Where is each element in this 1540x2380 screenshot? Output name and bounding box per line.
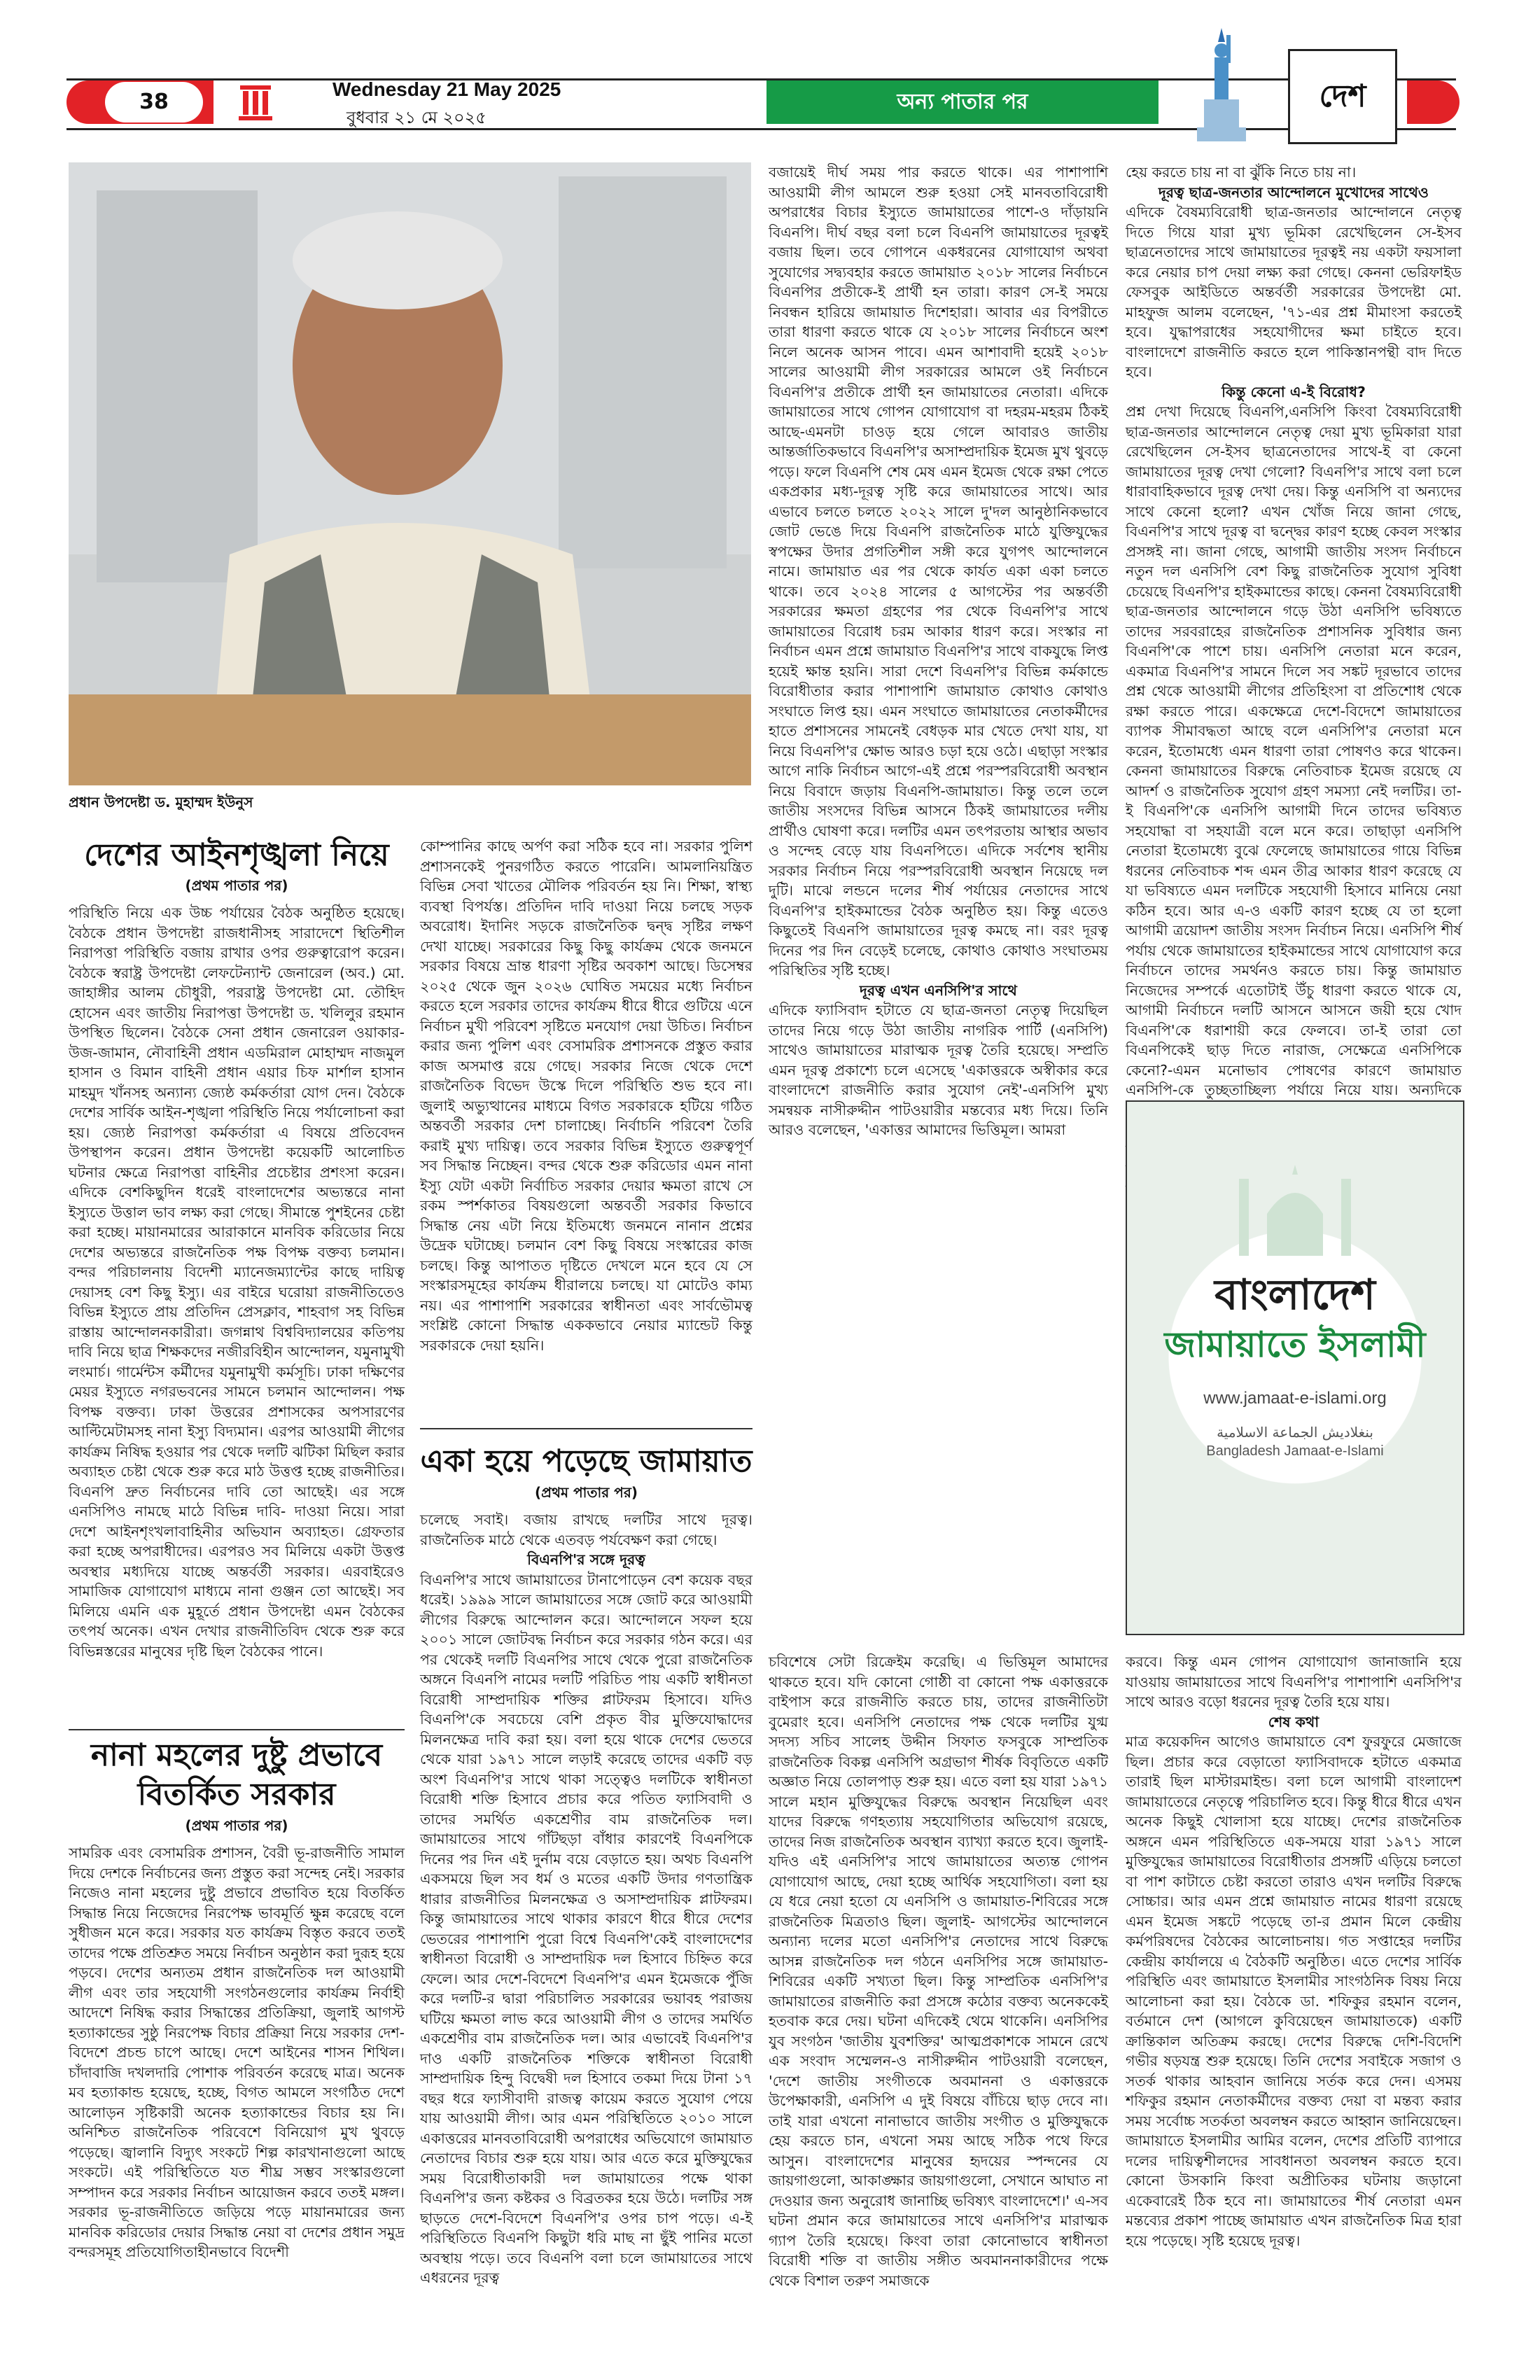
article-jamaat-bottom-col3 [769, 1652, 1108, 2290]
article-law-order-col2 [420, 836, 752, 1355]
article-jamaat-col3-bottom: এদিকে ফ্যাসিবাদ হটাতে যে ছাত্র-জনতা নেতৃত্ব দিয়েছিল তাদের নিয়ে গড়ে উঠা জাতীয় নাগরিক পার্টি (এনসিপি) সাথেও জামায়াতের মারাত্মক দূরত্ব তৈরি হয়েছে। সম্প্রতি এমন দূরত্ব প্রকাশ্যে চলে এসেছে 'একাত্তরকে অস্বীকার করে বাংলাদেশে রাজনীতি করার সুযোগ নেই'-এনসিপি মুখ্য সমন্বয়ক নাসীরুদ্দীন পাটওয়ারীর মন্তব্যের মধ্য দিয়ে। তিনি আরও বলেছেন, 'একাত্তর আমাদের ভিত্তিমূল। আমরা [769, 1002, 1108, 1138]
statue-of-liberty-icon [1183, 21, 1260, 147]
subhead-student-distance: দূরত্ব ছাত্র-জনতার আন্দোলনে মুখোদের সাথেও [1158, 183, 1429, 201]
headline-controversial-govt-2: বিতর্কিত সরকার [137, 1777, 336, 1812]
lead-photo [69, 162, 751, 785]
article-controversial-govt [69, 1736, 405, 2262]
ad-website: www.jamaat-e-islami.org [1203, 1389, 1387, 1408]
article-jamaat-intro: চলেছে সবাই। বজায় রাখছে দলটির সাথে দূরত্ব। রাজনৈতিক মাঠে থেকে এতবড় পর্যবেক্ষণ করা গেছে। [420, 1511, 752, 1548]
date-english: Wednesday 21 May 2025 [332, 78, 561, 100]
article-controversial-govt-text: সামরিক এবং বেসামরিক প্রশাসন, বৈরী ভূ-রাজনীতি সামাল দিয়ে দেশকে নির্বাচনের জন্য প্রস্তুত করা সন্দেহ নেই। সরকার নিজেও নানা মহলের দুষ্টু প্রভাবে প্রভাবিত হয়ে বিতর্কিত সিদ্ধান্ত নিয়ে নিজেদের নিরপেক্ষ ভাবমূর্তি ক্ষুন্ন করেছে বলে সুধীজন মনে করে। সরকার যত কার্যক্রম বিস্তৃত করবে ততই তাদের পক্ষে প্রতিশ্রুত সময়ে নির্বাচন অনুষ্ঠান করা দুরূহ হয়ে পড়বে। দেশের অন্যতম প্রধান রাজনৈতিক দল আওয়ামী লীগ এবং তার সহযোগী সংগঠনগুলোর কার্যক্রম নির্বাহী আদেশে নিষিদ্ধ করার সিদ্ধান্তের প্রতিক্রিয়া, জুলাই আগস্ট হত্যাকান্ডের সুষ্ঠু নিরপেক্ষ বিচার প্রক্রিয়া নিয়ে সরকার দেশ- বিদেশে প্রচন্ড চাপে আছে। দেশে আইনের শাসন শিথিল। চাঁদাবাজি দখলদারি পোশাক পরিবর্তন করেছে মাত্র। অনেক মব হত্যাকান্ড হয়েছে, হচ্ছে, বিগত আমলে সংগঠিত দেশে আলোড়ন সৃষ্টিকারী অনেক হত্যাকান্ডের বিচার হয় নি। অনিশ্চিত রাজনৈতিক পরিবেশে বিনিয়োগ মুখ থুবড়ে পড়েছে। জ্বালানি বিদ্যুৎ সংকটে শিল্প কারখানাগুলো আছে সংকটে। এই পরিস্থিতিতে যত শীঘ্র সম্ভব সংস্কারগুলো সম্পাদন করে সরকার নির্বাচন আয়োজন করবে ততই মঙ্গল। সরকার ভূ-রাজনীতিতে জড়িয়ে পড়ে মায়ানমারের জন্য মানবিক করিডোর দেয়ার সিদ্ধান্ত নেয়া বা দেশের প্রধান সমুদ্র বন্দরসমূহ প্রতিযোগিতাহীনভাবে বিদেশী [69, 1844, 405, 2260]
article-law-order [69, 836, 405, 1661]
pillar-icon [234, 83, 276, 122]
photo-caption: প্রধান উপদেষ্টা ড. মুহাম্মদ ইউনুস [69, 794, 253, 811]
article-jamaat-col2: বিএনপি'র সাথে জামায়াতের টানাপোড়েন বেশ কয়েক বছর ধরেই। ১৯৯৯ সালে জামায়াতের সঙ্গে জোট করে আওয়ামী লীগের বিরুদ্ধে আন্দোলন করে। আন্দোলনে সফল হয়ে ২০০১ সালে জোটবদ্ধ নির্বাচন করে সরকার গঠন করে। এর পর থেকেই দলটি বিএনপির সাথে থেকে পুরো রাজনৈতিক অঙ্গনে বিএনপি নামের দলটি পরিচিত পায় একটি স্বাধীনতা বিরোধী সাম্প্রদায়িক শক্তির প্লাটফরম হিসাবে। যদিও বিএনপি'কে সবচেয়ে বেশি প্রকৃত বীর মুক্তিযোদ্ধাদের মিলনক্ষেত্র দাবি করা হয়। বলা হয়ে থাকে দেশের ভেতরে থেকে যারা ১৯৭১ সালে লড়াই করেছে তাদের একটি বড় অংশ বিএনপি'র সাথে থাকা সত্ত্বেও দলটিকে স্বাধীনতা বিরোধী শক্তি হিসাবে প্রচার করে পতিত ফ্যাসিবাদী ও তাদের সমর্থিত একশ্রেণীর বাম রাজনৈতিক দল। জামায়াতের সাথে গাঁটছড়া বাঁধার কারণেই বিএনপিকে দিনের পর দিন এই দুর্নাম বয়ে বেড়াতে হয়। অথচ বিএনপি একসময়ে ছিল সব ধর্ম ও মতের একটি উদার গণতান্ত্রিক ধারার রাজনীতির মিলনক্ষেত্র ও অসাম্প্রদায়িক প্লাটফরম। কিন্তু জামায়াতের সাথে থাকার কারণে ধীরে ধীরে দেশের ভেতরের পাশাপাশি পুরো বিশ্বে বিএনপি'কেই বাংলাদেশের স্বাধীনতা বিরোধী ও সাম্প্রদায়িক দল হিসাবে চিহ্নিত করে ফেলে। আর দেশে-বিদেশে বিএনপি'র এমন ইমেজকে পুঁজি করে দলটি-র দ্বারা পরিচালিত সরকারের ভয়াবহ পরাজয় ঘটিয়ে ক্ষমতা লাভ করে আওয়ামী লীগ ও তাদের সমর্থিত একশ্রেণীর বাম রাজনৈতিক দল। আর এভাবেই বিএনপি'র দাও একটি রাজনৈতিক শক্তিকে স্বাধীনতা বিরোধী সাম্প্রদায়িক হিন্দু বিদ্বেষী দল হিসাবে তকমা দিয়ে টানা ১৭ বছর ধরে ফ্যাসীবাদী রাজত্ব কায়েম করতে সুযোগ পেয়ে যায় আওয়ামী লীগ। আর এমন পরিস্থিতিতে ২০১০ সালে একাত্তরের মানবতাবিরোধী অপরাধের অভিযোগে জামায়াত নেতাদের বিচার শুরু হয়ে যায়। আর এতে করে মুক্তিযুদ্ধের সময় বিরোধীতাকারী দল জামায়াতের পক্ষে থাকা বিএনপি'র জন্য কষ্টকর ও বিব্রতকর হয়ে উঠে। দলটির সঙ্গ ছাড়তে দেশে-বিদেশে বিএনপি'র ওপর চাপ পড়ে। এ-ই পরিস্থিতিতে বিএনপি কিছুটা ধরি মাছ না ছুঁই পানির মতো অবস্থায় পড়ে। তবে বিএনপি বলা চলে জামায়াতের সাথে এধরনের দূরত্ব [420, 1571, 752, 2286]
continued-label: (প্রথম পাতার পর) [185, 877, 288, 894]
divider [420, 1428, 752, 1429]
divider [69, 1729, 405, 1730]
subhead-why-conflict: কিন্তু কেনো এ-ই বিরোধ? [1222, 383, 1366, 400]
article-jamaat-col4-text: প্রশ্ন দেখা দিয়েছে বিএনপি,এনসিপি কিংবা বৈষম্যবিরোধী ছাত্র-জনতার আন্দোলনে নেতৃত্ব দেয়া মুখ্য ভূমিকারা যারা রেখেছিলেন সে-ইসব ছাত্রনেতাদের সাথে-ই বা কেনো জামায়াতের দূরত্ব দেখা গেলো? বিএনপি'র সাথে বলা চলে ধারাবাহিকভাবে দূরত্ব দেখা দেয়। কিন্তু এনসিপি বা অন্যদের সাথে কেনো হলো? এখন খোঁজ নিয়ে জানা গেছে, বিএনপি'র সাথে দূরত্ব বা দ্বন্দ্বের কারণ হচ্ছে কেবল সংস্কার প্রসঙ্গই না। জানা গেছে, আগামী জাতীয় সংসদ নির্বাচনে নতুন দল এনসিপি বেশ কিছু রাজনৈতিক সুযোগ সুবিধা চেয়েছে বিএনপি'র হাইকমান্ডের কাছে। কেননা বৈষম্যবিরোধী ছাত্র-জনতার আন্দোলনে গড়ে উঠা এনসিপি ভবিষ্যতে তাদের সরবরাহের রাজনৈতিক প্রশাসনিক সুবিধার জন্য বিএনপি'কে পাশে চায়। এনসিপি নেতারা মনে করেন, একমাত্র বিএনপি'র সামনে দিলে সব সঙ্কট দূরভাবে তাদের প্রশ্ন থেকে আওয়ামী লীগের প্রতিহিংসা বা প্রতিশোধ থেকে রক্ষা করতে পারে। একক্ষেত্রে দেশে-বিদেশে জামায়াতের ব্যাপক সীমাবদ্ধতা আছে বলে এনসিপি'র নেতারা মনে করেন, ইতোমধ্যে এমন ধারণা তারা পোষণও করে থাকেন। কেননা জামায়াতের বিরুদ্ধে নেতিবাচক ইমেজ রয়েছে যে আদর্শ ও রাজনৈতিক সুযোগ গ্রহণ সমস্যা নেই দলটির। তা-ই বিএনপি'কে এনসিপি আগামী দিনে তাদের ভবিষ্যত সহযোদ্ধা বা সহযাত্রী বলে মনে করে। তাছাড়া এনসিপি নেতারা ইতোমধ্যে বুঝে ফেলেছে জামায়াতের গায়ে বিভিন্ন ধরনের নেতিবাচক শব্দ এমন তীব্র আকার ধারণ করেছে যে যা ভবিষ্যতে এমন দলটিকে সহযোগী হিসাবে মানিয়ে নেয়া কঠিন হবে। আর এ-ও একটি কারণ হচ্ছে যে তা হলো আগামী ত্রয়োদশ জাতীয় সংসদ নির্বাচন নিয়ে। এনসিপি শীর্ষ পর্যায় থেকে জামায়াতের হাইকমান্ডের সাথে যোগাযোগ করে নির্বাচনে তাদের সমর্থনও করতে চায়। কিন্তু জামায়াত নিজেদের সম্পর্কে এতোটাই উঁচু ধারণা করতে থাকে যে, আগামী নির্বাচনে দলটি আসনে আসনে জয়ী হয়ে খোদ বিএনপি'কে ধরাশায়ী করে ফেলবে। তা-ই তারা তো বিএনপিকেই ছাড় দিতে নারাজ, সেক্ষেত্রে এনসিপিকে কেনো?-এমন মনোভাব পোষণের কারণে জামায়াত এনসিপি-কে তুচ্ছতাচ্ছিল্য পর্যায়ে নিয়ে যায়। অন্যদিকে [1126, 403, 1462, 1098]
date-bengali: বুধবার ২১ মে ২০২৫ [346, 108, 486, 127]
headline-jamaat: একা হয়ে পড়েছে জামায়াত [420, 1443, 752, 1479]
article-jamaat [420, 1442, 752, 2288]
article-jamaat-bottom-col4-a: করবে। কিন্তু এমন গোপন যোগাযোগ জানাজানি হয়ে যাওয়ায় জামায়াতের সাথে বিএনপি'র পাশাপাশি এনসিপি'র সাথে আরও বড়ো ধরনের দূরত্ব তৈরি হয়ে যায়। [1126, 1653, 1462, 1710]
article-jamaat-col3 [769, 162, 1108, 1140]
article-jamaat-bottom-col4 [1126, 1652, 1462, 2250]
article-jamaat-col4 [1126, 162, 1462, 1200]
continued-label: (প্রথম পাতার পর) [535, 1484, 638, 1501]
article-law-order-text-col1: পরিস্থিতি নিয়ে এক উচ্চ পর্যায়ের বৈঠক অনুষ্ঠিত হয়েছে। বৈঠকে প্রধান উপদেষ্টা রাজধানীসহ সারাদেশে স্থিতিশীল নিরাপত্তা পরিস্থিতি বজায় রাখার ওপর গুরুত্বারোপ করেন। বৈঠকে স্বরাষ্ট্র উপদেষ্টা লেফটেন্যান্ট জেনারেল (অব.) মো. জাহাঙ্গীর আলম চৌধুরী, পররাষ্ট্র উপদেষ্টা মো. তৌহিদ হোসেন এবং জাতীয় নিরাপত্তা উপদেষ্টা ড. খলিলুর রহমান উপস্থিত ছিলেন। বৈঠকে সেনা প্রধান জেনারেল ওয়াকার-উজ-জামান, নৌবাহিনী প্রধান এডমিরাল মোহাম্মদ নাজমুল হাসান ও বিমান বাহিনী প্রধান এয়ার চিফ মার্শাল হাসান মাহমুদ খাঁনসহ অন্যান্য জ্যেষ্ঠ কর্মকর্তারা যোগ দেন। বৈঠকে দেশের সার্বিক আইন-শৃঙ্খলা পরিস্থিতি নিয়ে পর্যালোচনা করা হয়। জ্যেষ্ঠ নিরাপত্তা কর্মকর্তারা এ বিষয়ে প্রতিবেদন উপস্থাপন করেন। প্রধান উপদেষ্টা কয়েকটি আলোচিত ঘটনার ক্ষেত্রে নিরাপত্তা বাহিনীর প্রচেষ্টার প্রশংসা করেন। এদিকে বেশকিছুদিন ধরেই বাংলাদেশের অভ্যন্তরে নানা ইস্যুতে উত্তাল ভাব লক্ষ্য করা গেছে। সীমান্তে পুশইনের চেষ্টা করা হচ্ছে। মায়ানমারের আরাকানে মানবিক করিডোর নিয়ে দেশের অভ্যন্তরে রাজনৈতিক পক্ষ বিপক্ষ বক্তব্য চলমান। বন্দর পরিচালনায় বিদেশী ম্যানেজম্যান্টের কাছে দায়িত্ব দেয়াসহ বেশ কিছু ইস্যু। এর বাইরে ঘরোয়া রাজনীতিতেও বিভিন্ন ইস্যুতে প্রায় প্রতিদিন প্রেসক্লাব, শাহবাগ সহ বিভিন্ন রাস্তায় আন্দোলনকারীরা। জগন্নাথ বিশ্ববিদ্যালয়ের কতিপয় দাবি নিয়ে ছাত্র শিক্ষকদের নজীরবিহীন আন্দোলন, যমুনামুখী লংমার্চ। গার্মেন্টস কর্মীদের যমুনামুখী কর্মসূচি। ঢাকা দক্ষিণের মেয়র ইস্যুতে নগরভবনের সামনে চলমান আন্দোলন। পক্ষ বিপক্ষ বক্তব্য। ঢাকা উত্তরের প্রশাসকের অপসারণের আল্টিমেটামসহ নানা ইস্যু বিদ্যমান। এরপর আওয়ামী লীগের কার্যক্রম নিষিদ্ধ হওয়ার পর থেকে দলটি ঝটিকা মিছিল করার অব্যাহত চেষ্টা থেকে শুরু করে মাঠ উত্তপ্ত হচ্ছে রাজনীতির। বিএনপি দ্রুত নির্বাচনের দাবি তো আছেই। এর সঙ্গে এনসিপিও নামছে মাঠে বিভিন্ন দাবি- দাওয়া নিয়ে। সারা দেশে আইনশৃংখলাবাহিনীর অভিযান অব্যাহত। গ্রেফতার করা হচ্ছে অপরাধীদের। এরপরও সব মিলিয়ে একটা উত্তপ্ত অবস্থার মধ্যদিয়ে যাচ্ছে অন্তর্বর্তী সরকার। এরবাইরেও সামাজিক যোগাযোগ মাধ্যমে নানা গুঞ্জন তো আছেই। সব মিলিয়ে এমনি এক মুহূর্তে প্রধান উপদেষ্টা এমন বৈঠকের তৎপর্য অনেক। এখন দেখার রাজনীতিবিদ থেকে শুরু করে বিভিন্নস্তরের মানুষের দৃষ্টি ছিল বৈঠকের পানে। [69, 904, 405, 1660]
subhead-ncp-distance: দূরত্ব এখন এনসিপি'র সাথে [860, 981, 1017, 999]
headline-controversial-govt-1: নানা মহলের দুষ্টু প্রভাবে [90, 1737, 383, 1773]
page-header [0, 0, 1540, 161]
ad-title-jamaat: জামায়াতে ইসলামী [1164, 1324, 1426, 1365]
article-jamaat-bottom-col4-b: মাত্র কয়েকদিন আগেও জামায়াতে বেশ ফুরফুরে মেজাজে ছিল। প্রচার করে বেড়াতো ফ্যাসিবাদকে হটাতে একমাত্র তারাই ছিল মাস্টারমাইন্ড। বলা চলে আগামী বাংলাদেশ জামায়াতেরে নেতৃত্বে পরিচালিত হবে। কিন্তু ধীরে ধীরে এখন অনেক কিছুই খোলাসা হয়ে যাচ্ছে। দেশের রাজনৈতিক অঙ্গনে এমন পরিস্থিতিতে এক-সময়ে যারা ১৯৭১ সালে মুক্তিযুদ্ধের জামায়াতের বিরোধীতার প্রসঙ্গটি এড়িয়ে চলতো বা পাশ কাটাতে চেষ্টা করতো তারাও এখন দলটির বিরুদ্ধে সোচ্চার। আর এমন প্রশ্নে জামায়াত নামের ধারণা রয়েছে এমন ইমেজ সঙ্কটে পড়েছে তা-র প্রমান মিলে কেন্দ্রীয় কর্মপরিষদের বৈঠকের আলোচনায়। গত সপ্তাহের দলটির কেন্দ্রীয় কার্যালয়ে এ বৈঠকটি অনুষ্ঠিত। এতে দেশের সার্বিক পরিস্থিতি এবং জামায়াতে ইসলামীর সাংগঠনিক বিষয় নিয়ে আলোচনা করা হয়। বৈঠকে ডা. শফিকুর রহমান বলেন, বর্তমানে দেশ (আগলে কুবিয়েছেন জামায়াতকে) একটি ক্রান্তিকাল অতিক্রম করছে। দেশের বিরুদ্ধে দেশি-বিদেশি গভীর ষড়যন্ত্র শুরু হয়েছে। তিনি দেশের সবাইকে সজাগ ও সতর্ক থাকার আহবান জানিয়ে সর্তক করে দেন। এসময় শফিকুর রহমান নেতাকর্মীদের বক্তব্য দেয়া বা মন্তব্য করার সময় সর্বোচ্চ সতর্কতা অবলম্বন করতে আহ্বান জানিয়েছেন। জামায়াতে ইসলামীর আমির বলেন, দেশের প্রতিটি ব্যাপারে দলের দায়িত্বশীলদের সাবধানতা অবলম্বন করতে হবে। কোনো উসকানি কিংবা অপ্রীতিকর ঘটনায় জড়ানো একেবারেই ঠিক হবে না। জামায়াতের শীর্ষ নেতারা এমন মন্তব্যের প্রকাশ পাচ্ছে জামায়াত এখন রাজনৈতিক মিত্র হারা হয়ে পড়েছে। সৃষ্টি হয়েছে দূরত্ব। [1126, 1733, 1462, 2249]
ad-arabic-name: بنغلاديش الجماعة الاسلامية [1217, 1424, 1373, 1441]
continued-label: (প্রথম পাতার পর) [185, 1817, 288, 1834]
article-jamaat-col3-top: বজায়েই দীর্ঘ সময় পার করতে থাকে। এর পাশাপাশি আওয়ামী লীগ আমলে শুরু হওয়া সেই মানবতাবিরোধী অপরাধের বিচার ইস্যুতে জামায়াতের পাশে-ও দাঁড়ায়নি বিএনপি। দীর্ঘ বছর বলা চলে বিএনপি জামায়াতের দূরত্বই বজায় ছিল। তবে গোপনে একধরনের যোগাযোগ অথবা সুযোগের সদ্ব্যবহার করতে জামায়াত ২০১৮ সালের নির্বাচনে বিএনপির প্রতীকে-ই প্রার্থী হন তারা। কারণ সে-ই সময়ে নিবন্ধন হারিয়ে জামায়াত দিশেহারা। আবার এর বিপরীতে তারা ধারণা করতে থাকে যে ২০১৮ সালের নির্বাচনে অংশ নিলে অনেক আসন পাবে। এমন আশাবাদী হয়েই ২০১৮ সালের আওয়ামী লীগ সরকারের আমলে ওই নির্বাচনে বিএনপি'র প্রতীকে প্রার্থী হন জামায়াতের নেতারা। এদিকে জামায়াতের সাথে গোপন যোগাযোগ বা দহরম-মহরম ঠিকই আছে-এমনটা চাওড় হয়ে গেলে আবারও জাতীয় আন্তর্জাতিকভাবে বিএনপি'র অসাম্প্রদায়িক ইমেজ মুখ থুবড়ে পড়ে। ফলে বিএনপি শেষ মেষ এমন ইমেজ থেকে রক্ষা পেতে একপ্রকার মধ্য-দূরত্ব সৃষ্টি করে জামায়াতের সাথে। আর এভাবে চলতে চলতে ২০২২ সালে দু'দল আনুষ্ঠানিকভাবে জোট ভেঙে দিয়ে বিএনপি রাজনৈতিক মাঠে যুক্তিযুদ্ধের স্বপক্ষের উদার প্রগতিশীল সঙ্গী করে যুগপৎ আন্দোলনে নামে। জামায়াত এর পর থেকে কার্যত একা একা চলতে থাকে। তবে ২০২৪ সালের ৫ আগস্টের পর অন্তর্বর্তী সরকারের ক্ষমতা গ্রহণের পর থেকে বিএনপি'র সাথে জামায়াতের বিরোধ চরম আকার ধারণ করে। সংস্কার না নির্বাচন এমন প্রশ্নে জামায়াত বিএনপি'র সাথে বাকযুদ্ধে লিপ্ত হয়েই ক্ষান্ত হয়নি। সারা দেশে বিএনপি'র বিভিন্ন কর্মকান্ডে বিরোধীতার করার পাশাপাশি জামায়াত কোথাও কোথাও সংঘাতে লিপ্ত হয়। এমন সংঘাতে জামায়াতের নেতাকর্মীদের হাতে প্রশাসনের সামনেই বেধড়ক মার খেতে দেখা যায়, যা নিয়ে বিএনপি'র ক্ষোভ আরও চড়া হয়ে ওঠে। এছাড়া সংস্কার আগে নাকি নির্বাচন আগে-এই প্রশ্নে পরস্পরবিরোধী অবস্থান নিয়ে বিবাদে জড়ায় বিএনপি-জামায়াত। কিন্তু তলে তলে জাতীয় সংসদের বিভিন্ন আসনে ঠিকই জামায়াতের দলীয় প্রার্থীও ঘোষণা করে। দলটির এমন তৎপরতায় আস্থার অভাব ও সন্দেহ বেড়ে যায় বিএনপিতে। এদিকে সর্বশেষ স্থানীয় সরকার নির্বাচন নিয়ে পরস্পরবিরোধী অবস্থান নিয়েছে দল দুটি। মাঝে লন্ডনে দলের শীর্ষ পর্যায়ের নেতাদের সাথে বিএনপি'র হাইকমান্ডের বৈঠক অনুষ্ঠিত হয়। কিন্তু এতেও কিছুতেই বিএনপি জামায়াতের দূরত্ব কমছে না। বরং দূরত্ব দিনের পর দিন বেড়েই চলেছে, কোথাও কোথাও সংঘাতময় পরিস্থিতির সৃষ্টি হচ্ছে। [769, 164, 1108, 979]
portrait-illustration [69, 162, 751, 785]
article-jamaat-bottom-col3-text: চবিশেষে সেটা রিক্রেইম করেছি। এ ভিত্তিমূল আমাদের থাকতে হবে। যদি কোনো গোষ্ঠী বা কোনো পক্ষ একাত্তরকে বাইপাস করে রাজনীতি করতে চায়, তাদের রাজনীতিটা বুমেরাং হবে। এনসিপি নেতাদের পক্ষ থেকে দলটির যুগ্ম সদস্য সচিব সালেহ উদ্দীন সিফাত ফসবুকে সাম্প্রতিক রাজনৈতিক বিকল্প এনসিপি অগ্রভাগ শীর্ষক বিবৃতিতে একটি অজ্ঞাত নিয়ে তোলপাড় শুরু হয়। এতে বলা হয় যারা ১৯৭১ সালে মহান মুক্তিযুদ্ধের বিরুদ্ধে অবস্থান নিয়েছিল এবং যাদের বিরুদ্ধে গণহত্যায় সহযোগিতার অভিযোগ রয়েছে, তাদের নিজ রাজনৈতিক অবস্থান ব্যাখ্যা করতে হবে। জুলাই- যদিও এই এনসিপি'র সাথে জামায়াতের অত্যন্ত গোপন যোগাযোগ আছে, দেয়া হচ্ছে আর্থিক সহযোগিতা। বলা হয় যে ধরে নেয়া হতো যে এনসিপি ও জামায়াত-শিবিরের সঙ্গে রাজনৈতিক মিত্রতাও ছিল। জুলাই- আগস্টের আন্দোলনে অন্যান্য দলের মতো এনসিপি'র নেতাদের সাথে বিরুদ্ধে আসন্ন রাজনৈতিক দল গঠনে এনসিপির সঙ্গে জামায়াত-শিবিরের একটি সখ্যতা ছিল। কিন্তু সাম্প্রতিক এনসিপি'র জামায়াতের রাজনীতি করা প্রসঙ্গে কঠোর বক্তব্য অনেককেই হতবাক করে দেয়। ঘটনা এদিকেই থেমে থাকেনি। এনসিপির যুব সংগঠন 'জাতীয় যুবশক্তির' আত্মপ্রকাশকে সামনে রেখে এক সংবাদ সম্মেলন-ও নাসীরুদ্দীন পাটওয়ারী বলেছেন, 'দেশে জাতীয় সংগীতকে অবমাননা ও একাত্তরকে উপেক্ষাকারী, এনসিপি এ দুই বিষয়ে বাঁচিয়ে ছাড় দেবে না। তাই যারা এখনো নানাভাবে জাতীয় সংগীত ও মুক্তিযুদ্ধকে হেয় করতে চান, এখনো সময় আছে সঠিক পথে ফিরে আসুন। বাংলাদেশের মানুষের হৃদয়ের স্পন্দনের যে জায়গাগুলো, আকাঙ্ক্ষার জায়গাগুলো, সেখানে আঘাত না দেওয়ার জন্য অনুরোধ জানাচ্ছি ভবিষ্যৎ বাংলাদেশে।' এ-সব ঘটনা প্রমান করে জামায়াতের সাথে এনসিপি'র মারাত্মক গ্যাপ তৈরি হয়েছে। কিংবা তারা কোনোভাবে স্বাধীনতা বিরোধী শক্তি বা জাতীয় সঙ্গীত অবমাননাকারীদের পক্ষে থেকে বিশাল তরুণ সমাজকে [769, 1653, 1108, 2289]
page-number: 38 [105, 82, 203, 122]
ad-english-name: Bangladesh Jamaat-e-Islami [1206, 1443, 1384, 1459]
header-red-right [1407, 80, 1460, 124]
article-jamaat-col4-top: হেয় করতে চায় না বা ঝুঁকি নিতে চায় না। [1126, 164, 1357, 181]
subhead-conclusion: শেষ কথা [1268, 1713, 1320, 1730]
mosque-icon [1225, 1151, 1365, 1256]
article-law-order-text-col2: কোম্পানির কাছে অর্পণ করা সঠিক হবে না। সরকার পুলিশ প্রশাসনকেই পুনরগঠিত করতে পারেনি। আমলানিয়ন্ত্রিত বিভিন্ন সেবা খাতের মৌলিক পরিবর্তন হয় নি। শিক্ষা, স্বাস্থ্য ব্যবস্থা বিপর্যস্ত। প্রতিদিন দাবি দাওয়া নিয়ে চলছে সড়ক অবরোধ। ইদানিং সড়কে রাজনৈতিক দ্বন্দ্ব সৃষ্টির লক্ষণ দেখা যাচ্ছে। সরকারের কিছু কিছু কার্যক্রম থেকে জনমনে সরকার বিষয়ে ভ্রান্ত ধারণা সৃষ্টির অবকাশ আছে। ডিসেম্বর ২০২৫ থেকে জুন ২০২৬ ঘোষিত সময়ের মধ্যে নির্বাচন করতে হলে সরকার তাদের কার্যক্রম ধীরে ধীরে গুটিয়ে এনে নির্বাচন মুখী পরিবেশ সৃষ্টিতে মনযোগ দেয়া উচিত। নির্বাচন করার জন্য পুলিশ এবং বেসামরিক প্রশাসনকে প্রস্তুত করার কাজ অসমাপ্ত রয়ে গেছে। সরকার নিজে থেকে দেশে রাজনৈতিক বিভেদ উস্কে দিলে পরিস্থিতি শুভ হবে না। জুলাই অভ্যুত্থানের মাধ্যমে বিগত সরকারকে হটিয়ে গঠিত অন্তবর্তী সরকার দেশ চালাচ্ছে। নির্বাচনি পরিবেশ তৈরি করাই মুখ্য দায়িত্ব। তবে সরকার বিভিন্ন ইস্যুতে গুরুত্বপূর্ণ সব সিদ্ধান্ত নিচ্ছেন। বন্দর থেকে শুরু করিডোর এমন নানা ইস্যু যেটা একটা নির্বাচিত সরকার দেয়ার ক্ষমতা রাখে সে রকম স্পর্শকাতর বিষয়গুলো অন্তবর্তী সরকার কিভাবে সিদ্ধান্ত নেয় এটা নিয়ে ইতিমধ্যে জনমনে নানান প্রশ্নের উদ্রেক ঘটাচ্ছে। চলমান বেশ কিছু বিষয়ে সংস্কারের কাজ চলছে। কিন্তু আপাতত দৃষ্টিতে দেখলে মনে হবে যে সে সংস্কারসমূহের কার্যক্রম ধীরালয়ে চলছে। যা মোটেও কাম্য নয়। এর পাশাপাশি সরকারের স্বাধীনতা এবং সার্বভৌমত্ব সংশ্লিষ্ট কোনো সিদ্ধান্ত এককভাবে নেয়ার ম্যান্ডেট কিন্তু সরকারকে দেয়া হয়নি। [420, 838, 752, 1354]
section-title: অন্য পাতার পর [897, 90, 1028, 114]
jamaat-advertisement [1126, 1100, 1464, 1635]
ad-title-bangladesh: বাংলাদেশ [1214, 1270, 1376, 1320]
headline-law-order: দেশের আইনশৃঙ্খলা নিয়ে [84, 837, 389, 873]
article-jamaat-col4-mid: এদিকে বৈষম্যবিরোধী ছাত্র-জনতার আন্দোলনে নেতৃত্ব দিতে গিয়ে যারা মুখ্য ভূমিকা রেখেছিলেন সে-ইসব ছাত্রনেতাদের সাথে জামায়াতের দূরত্বই নয় একটা ফয়সালা করে নেয়ার চাপ দেয়া লক্ষ্য করা গেছে। কেননা ভেরিফাইড ফেসবুক আইডিতে অন্তর্বর্তী সরকারের উপদেষ্টা মো. মাহফুজ আলম বলেছেন, '৭১-এর প্রশ্ন মীমাংসা করতেই হবে। যুদ্ধাপরাধের সহযোগীদের ক্ষমা চাইতে হবে। বাংলাদেশে রাজনীতি করতে হলে পাকিস্তানপন্থী বাদ দিতে হবে। [1126, 204, 1462, 380]
newspaper-logo: দেশ [1288, 49, 1397, 144]
subhead-bnp-distance: বিএনপি'র সঙ্গে দূরত্ব [527, 1551, 645, 1568]
